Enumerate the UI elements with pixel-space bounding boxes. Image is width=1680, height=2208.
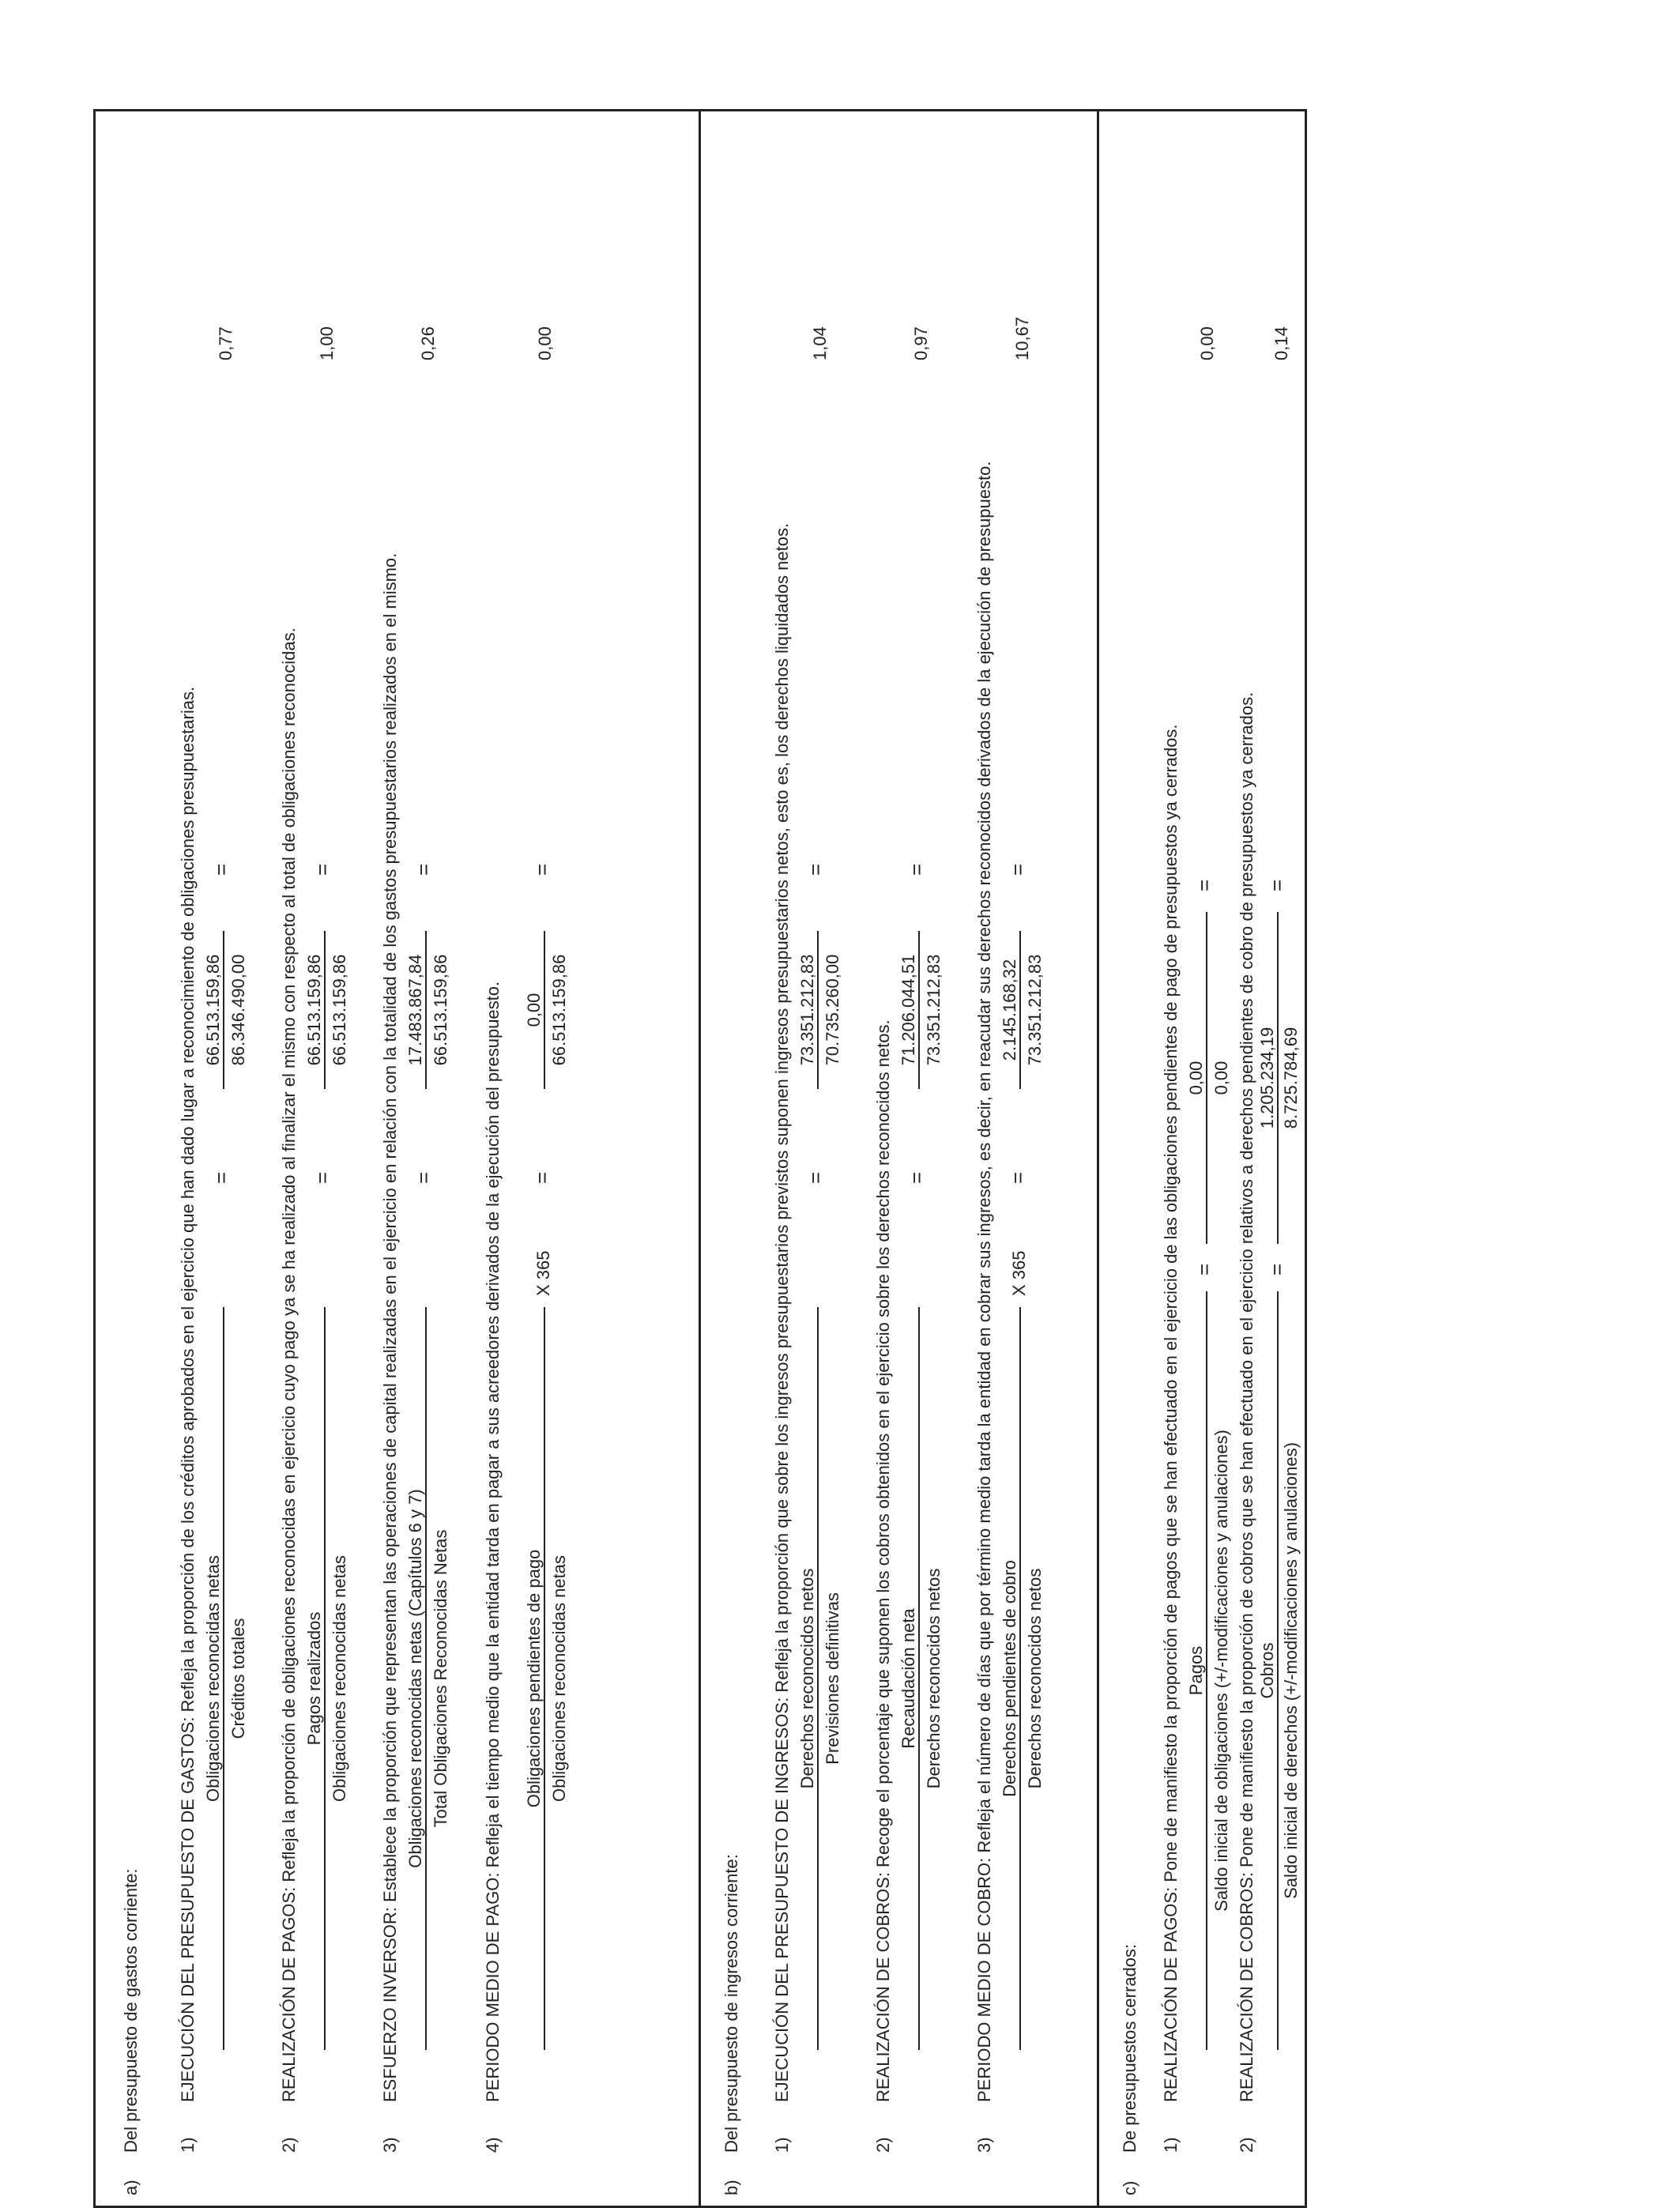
indicator-description: REALIZACIÓN DE COBROS: Recoge el porcentaje que suponen los cobros obtenidos en el ejercicio sobre los derechos reconocidos netos. xyxy=(873,1019,893,2102)
denominator-value: 73.351.212,83 xyxy=(1025,954,1045,1066)
equals-sign: = xyxy=(1192,1263,1216,1275)
section-divider xyxy=(699,109,701,2208)
numerator-value: 17.483.867,84 xyxy=(405,954,425,1066)
item-number: 1) xyxy=(772,2137,792,2153)
numerator-label: Obligaciones reconocidas netas xyxy=(203,1555,223,1802)
equals-sign: = xyxy=(804,1171,827,1184)
indicator-description: PERIODO MEDIO DE PAGO: Refleja el tiempo medio que la entidad tarda en pagar a sus acreedores derivados de la ejecución del presupuesto. xyxy=(483,981,503,2102)
item-number: 1) xyxy=(178,2137,198,2153)
numerator-value: 73.351.212,83 xyxy=(797,954,817,1066)
numerator-value: 66.513.159,86 xyxy=(304,954,324,1066)
fraction-line xyxy=(544,931,545,1089)
fraction-line xyxy=(544,1307,545,2050)
indicator-result: 1,00 xyxy=(317,326,337,360)
fraction-line xyxy=(324,931,326,1089)
numerator-value: 66.513.159,86 xyxy=(203,954,223,1066)
equals-sign: = xyxy=(804,863,827,876)
denominator-label: Total Obligaciones Reconocidas Netas xyxy=(431,1529,450,1828)
equals-sign: = xyxy=(530,863,554,876)
indicator-result: 1,04 xyxy=(810,326,830,360)
numerator-label: Cobros xyxy=(1257,1642,1277,1699)
denominator-label: Derechos reconocidos netos xyxy=(1025,1568,1045,1789)
equals-sign: = xyxy=(1265,1263,1289,1275)
indicator-result: 10,67 xyxy=(1012,316,1032,360)
item-number: 4) xyxy=(483,2137,503,2153)
numerator-value: 2.145.168,32 xyxy=(1000,959,1019,1061)
section-title: Del presupuesto de gastos corriente: xyxy=(121,1868,141,2153)
section-divider xyxy=(1097,109,1099,2208)
denominator-value: 70.735.260,00 xyxy=(823,954,842,1066)
section-letter: b) xyxy=(721,2180,741,2195)
equals-sign: = xyxy=(311,1171,334,1184)
fraction-line xyxy=(817,931,819,1089)
fraction-line xyxy=(1277,1291,1279,2050)
denominator-label: Créditos totales xyxy=(228,1618,248,1739)
numerator-value: 0,00 xyxy=(524,993,544,1027)
denominator-value: 86.346.490,00 xyxy=(228,954,248,1066)
fraction-line xyxy=(324,1307,326,2050)
section-letter: c) xyxy=(1120,2180,1139,2195)
numerator-label: Obligaciones pendientes de pago xyxy=(524,1549,544,1808)
fraction-line xyxy=(223,1307,224,2050)
denominator-label: Previsiones definitivas xyxy=(823,1592,842,1765)
numerator-label: Recaudación neta xyxy=(898,1608,918,1749)
multiplier: X 365 xyxy=(533,1250,553,1296)
denominator-label: Saldo inicial de obligaciones (+/-modificaciones y anulaciones) xyxy=(1211,1430,1231,1912)
fraction-line xyxy=(223,931,224,1089)
fraction-line xyxy=(425,931,427,1089)
numerator-label: Pagos xyxy=(1186,1645,1206,1696)
numerator-value: 0,00 xyxy=(1186,1061,1206,1095)
section-letter: a) xyxy=(121,2180,141,2195)
numerator-label: Pagos realizados xyxy=(304,1611,324,1746)
indicator-description: ESFUERZO INVERSOR: Establece la proporción que representan las operaciones de capital realizadas en el ejercicio en relación con la totalidad de los gastos presupuestarios realizados en el mismo. xyxy=(380,552,400,2102)
fraction-line xyxy=(1019,1307,1021,2050)
fraction-line xyxy=(817,1307,819,2050)
multiplier: X 365 xyxy=(1009,1250,1029,1296)
item-number: 3) xyxy=(380,2137,400,2153)
equals-sign: = xyxy=(311,863,334,876)
equals-sign: = xyxy=(209,863,233,876)
denominator-value: 66.513.159,86 xyxy=(330,954,349,1066)
denominator-value: 66.513.159,86 xyxy=(549,954,569,1066)
fraction-line xyxy=(425,1307,427,2050)
item-number: 2) xyxy=(1237,2137,1256,2153)
numerator-label: Derechos pendientes de cobro xyxy=(1000,1560,1019,1797)
equals-sign: = xyxy=(1265,879,1289,891)
indicator-result: 0,00 xyxy=(535,326,555,360)
fraction-line xyxy=(1019,931,1021,1089)
denominator-value: 8.725.784,69 xyxy=(1281,1027,1301,1129)
section-title: Del presupuesto de ingresos corriente: xyxy=(721,1854,741,2153)
denominator-label: Derechos reconocidos netos xyxy=(924,1568,944,1789)
denominator-value: 0,00 xyxy=(1211,1061,1231,1095)
indicator-description: REALIZACIÓN DE PAGOS: Pone de manifiesto la proporción de pagos que se han efectuado en el ejercicio de las obligaciones pendientes de pago de presupuestos ya cerrados. xyxy=(1161,724,1181,2102)
numerator-label: Derechos reconocidos netos xyxy=(797,1568,817,1789)
denominator-value: 73.351.212,83 xyxy=(924,954,944,1066)
equals-sign: = xyxy=(530,1171,554,1184)
denominator-label: Saldo inicial de derechos (+/-modificaciones y anulaciones) xyxy=(1281,1442,1301,1899)
item-number: 3) xyxy=(974,2137,994,2153)
denominator-label: Obligaciones reconocidas netas xyxy=(549,1555,569,1802)
section-title: De presupuestos cerrados: xyxy=(1120,1943,1139,2153)
item-number: 2) xyxy=(873,2137,893,2153)
item-number: 2) xyxy=(279,2137,299,2153)
equals-sign: = xyxy=(1006,1171,1030,1184)
numerator-label: Obligaciones reconocidas netas (Capítulos 6 y 7) xyxy=(405,1489,425,1868)
numerator-value: 1.205.234,19 xyxy=(1257,1027,1277,1129)
denominator-label: Obligaciones reconocidas netas xyxy=(330,1555,349,1802)
indicator-description: REALIZACIÓN DE PAGOS: Refleja la proporción de obligaciones reconocidas en ejercicio cuyo pago ya se ha realizado al finalizar el mismo con respecto al total de obligaciones reconocidas. xyxy=(279,627,299,2102)
equals-sign: = xyxy=(905,1171,929,1184)
equals-sign: = xyxy=(1006,863,1030,876)
equals-sign: = xyxy=(412,863,435,876)
indicator-description: EJECUCIÓN DEL PRESUPUESTO DE GASTOS: Refleja la proporción de los créditos aprobados en el ejercicio que han dado lugar a reconocimiento de obligaciones presupuestarias. xyxy=(178,686,198,2102)
fraction-line xyxy=(1206,1291,1207,2050)
equals-sign: = xyxy=(905,863,929,876)
indicator-result: 0,00 xyxy=(1197,326,1217,360)
indicator-description: REALIZACIÓN DE COBROS: Pone de manifiesto la proporción de cobros que se han efectuado en el ejercicio relativos a derechos pendientes de cobro de presupuestos ya cerrados. xyxy=(1237,691,1256,2102)
item-number: 1) xyxy=(1161,2137,1181,2153)
indicator-result: 0,14 xyxy=(1271,326,1291,360)
numerator-value: 71.206.044,51 xyxy=(898,954,918,1066)
fraction-line xyxy=(918,931,920,1089)
fraction-line xyxy=(1277,912,1279,1244)
fraction-line xyxy=(918,1307,920,2050)
equals-sign: = xyxy=(209,1171,233,1184)
indicator-description: EJECUCIÓN DEL PRESUPUESTO DE INGRESOS: Refleja la proporción que sobre los ingresos presupuestarios previstos suponen ingresos presupuestarios netos, esto es, los derechos liquidados netos. xyxy=(772,522,792,2102)
indicator-description: PERIODO MEDIO DE COBRO: Refleja el número de días que por término medio tarda la entidad en cobrar sus ingresos, es decir, en reacudar sus derechos reconocidos derivados de la ejecución de presupuesto. xyxy=(974,461,994,2102)
indicator-result: 0,97 xyxy=(911,326,931,360)
rotated-document xyxy=(93,109,1307,2208)
indicator-result: 0,77 xyxy=(216,326,235,360)
equals-sign: = xyxy=(1192,879,1216,891)
denominator-value: 66.513.159,86 xyxy=(431,954,450,1066)
equals-sign: = xyxy=(412,1171,435,1184)
indicator-result: 0,26 xyxy=(418,326,438,360)
fraction-line xyxy=(1206,912,1207,1244)
